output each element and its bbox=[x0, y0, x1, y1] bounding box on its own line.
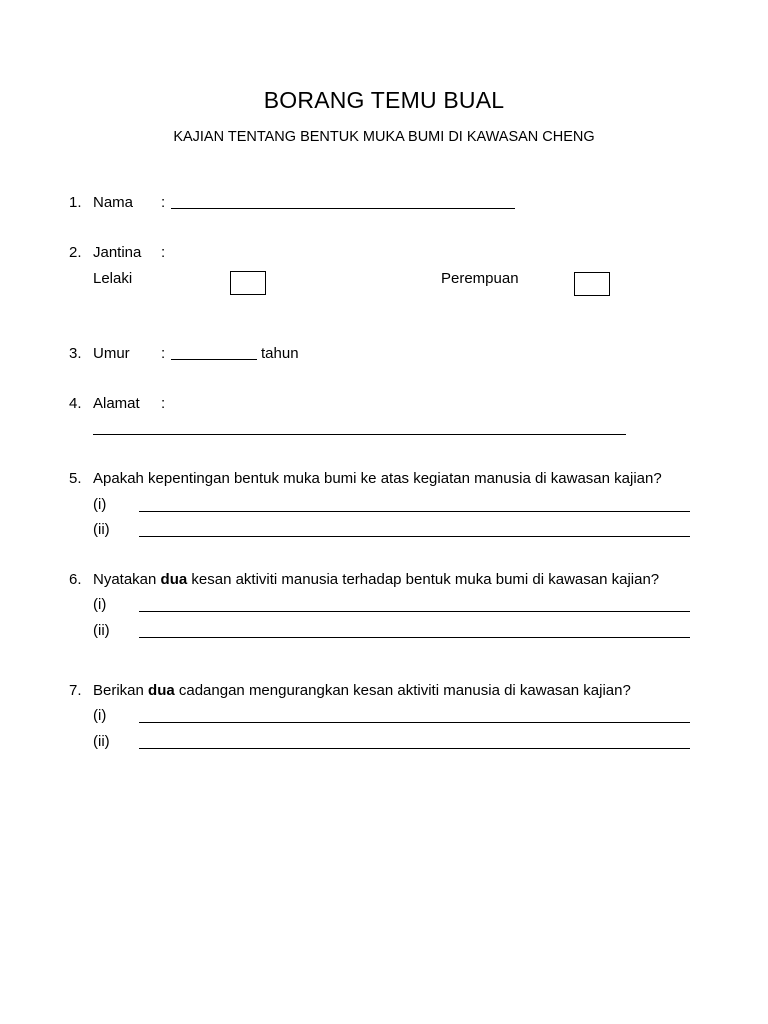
q7-item-i-label: (i) bbox=[93, 707, 107, 724]
q5-answer-line-ii[interactable] bbox=[139, 536, 690, 537]
q3-number: 3. bbox=[69, 345, 82, 362]
q6-number: 6. bbox=[69, 571, 82, 588]
q7-number: 7. bbox=[69, 682, 82, 699]
q6-item-i-label: (i) bbox=[93, 596, 107, 613]
gender-male-label: Lelaki bbox=[93, 270, 133, 287]
address-answer-line[interactable] bbox=[93, 434, 626, 435]
q5-number: 5. bbox=[69, 470, 82, 487]
gender-male-checkbox[interactable] bbox=[230, 271, 266, 295]
q7-question-post: cadangan mengurangkan kesan aktiviti manusia di kawasan kajian? bbox=[178, 682, 631, 699]
q2-label: Jantina bbox=[93, 244, 142, 261]
q4-colon: : bbox=[161, 395, 166, 412]
q7-question bbox=[93, 682, 631, 700]
q6-question bbox=[93, 571, 659, 589]
q5-question: Apakah kepentingan bentuk muka bumi ke atas kegiatan manusia di kawasan kajian? bbox=[93, 470, 662, 487]
q6-question-bold: dua bbox=[160, 571, 188, 588]
q7-answer-line-i[interactable] bbox=[139, 722, 690, 723]
q5-answer-line-i[interactable] bbox=[139, 511, 690, 512]
q7-question-bold: dua bbox=[148, 682, 175, 699]
gender-female-label: Perempuan bbox=[441, 270, 519, 287]
q6-question-pre: Nyatakan bbox=[93, 571, 157, 588]
q3-label: Umur bbox=[93, 345, 130, 362]
q4-label: Alamat bbox=[93, 395, 140, 412]
q3-colon: : bbox=[161, 345, 166, 362]
page-title: BORANG TEMU BUAL bbox=[263, 87, 505, 113]
q6-question-post: kesan aktiviti manusia terhadap bentuk muka bumi di kawasan kajian? bbox=[191, 571, 660, 588]
q6-answer-line-ii[interactable] bbox=[139, 637, 690, 638]
q5-item-i-label: (i) bbox=[93, 496, 107, 513]
gender-female-checkbox[interactable] bbox=[574, 272, 610, 296]
q1-label: Nama bbox=[93, 194, 134, 211]
q4-number: 4. bbox=[69, 395, 82, 412]
q1-colon: : bbox=[161, 194, 166, 211]
q1-number: 1. bbox=[69, 194, 82, 211]
q7-item-ii-label: (ii) bbox=[93, 733, 110, 750]
q5-item-ii-label: (ii) bbox=[93, 521, 110, 538]
page-subtitle: KAJIAN TENTANG BENTUK MUKA BUMI DI KAWASAN CHENG bbox=[173, 129, 595, 145]
q2-colon: : bbox=[161, 244, 166, 261]
q7-answer-line-ii[interactable] bbox=[139, 748, 690, 749]
age-answer-line[interactable] bbox=[171, 359, 257, 360]
name-answer-line[interactable] bbox=[171, 208, 515, 209]
q7-question-pre: Berikan bbox=[93, 682, 144, 699]
q2-number: 2. bbox=[69, 244, 82, 261]
q6-item-ii-label: (ii) bbox=[93, 622, 110, 639]
q6-answer-line-i[interactable] bbox=[139, 611, 690, 612]
age-unit: tahun bbox=[261, 345, 299, 362]
